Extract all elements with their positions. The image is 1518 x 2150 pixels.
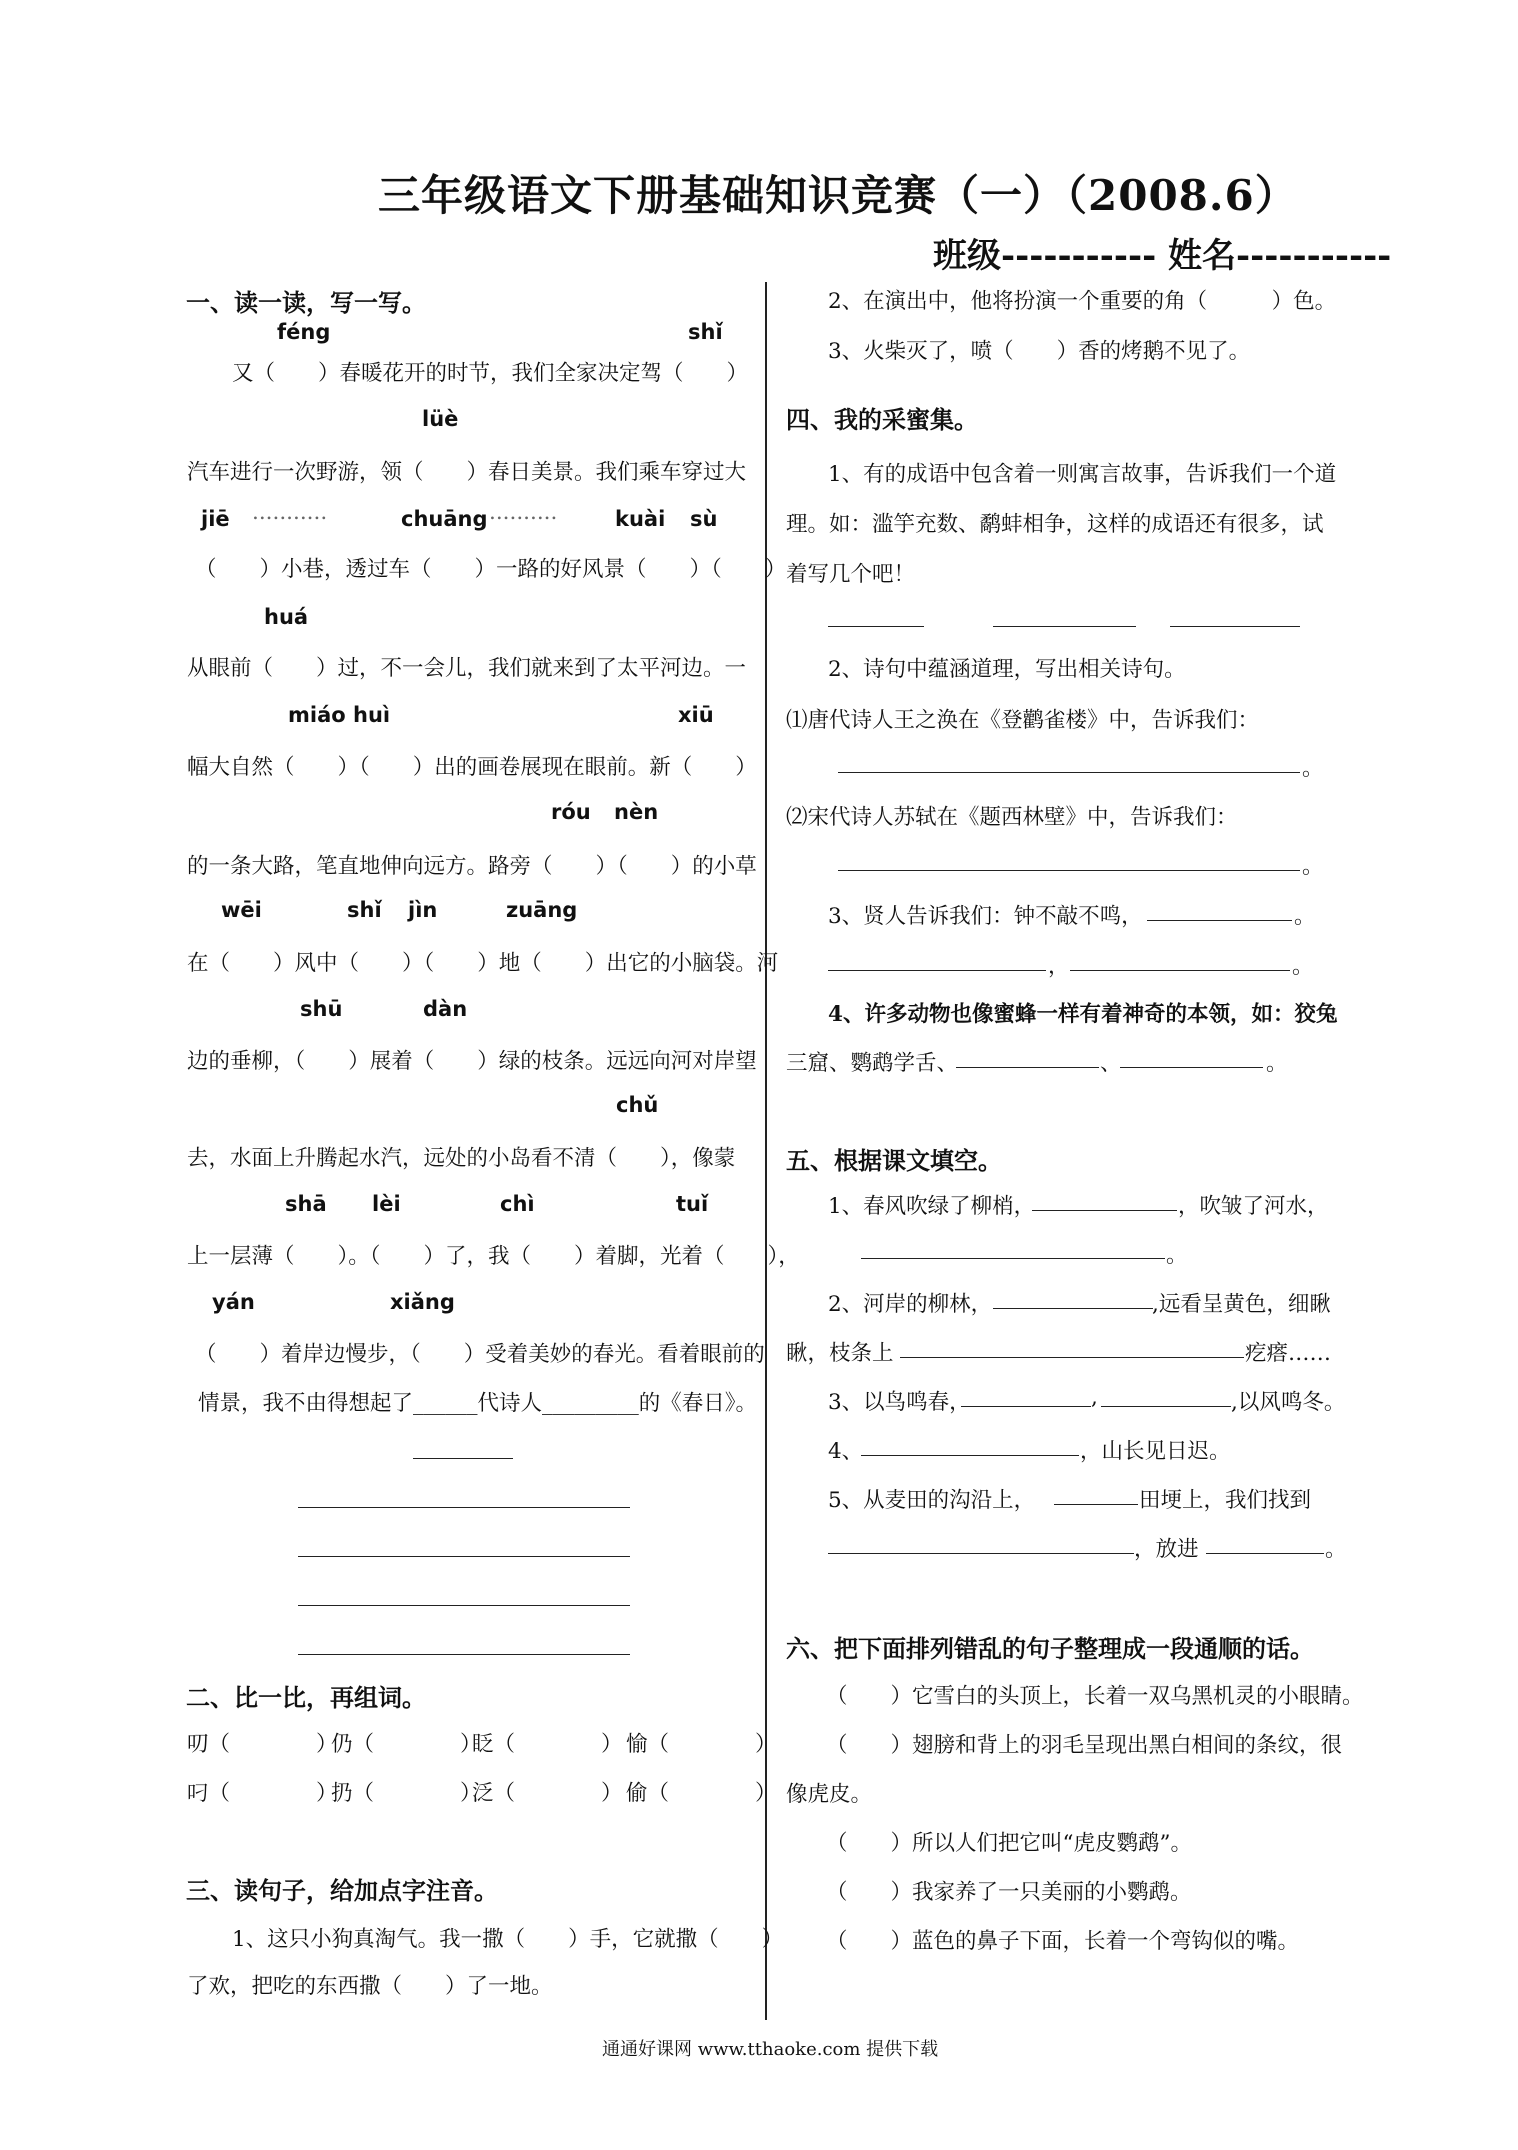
word-pair: 泛（ ） (472, 1781, 623, 1806)
punct: 。 (1325, 1537, 1347, 1562)
section2-heading: 二、比一比，再组词。 (186, 1683, 426, 1712)
pinyin: zuāng (506, 898, 578, 922)
text-line: 4、许多动物也像蜜蜂一样有着神奇的本领，如：狡兔 (828, 1002, 1338, 1027)
text-line: 1、春风吹绿了柳梢， (828, 1194, 1036, 1219)
pinyin: wēi (221, 898, 262, 922)
text-line: 瞅，枝条上 (786, 1341, 894, 1366)
text-line: 的一条大路，笔直地伸向远方。路旁（ ）（ ）的小草 (187, 854, 757, 879)
pinyin: chǔ (616, 1093, 659, 1117)
answer-line[interactable] (298, 1605, 630, 1606)
section1-heading: 一、读一读，写一写。 (186, 288, 426, 317)
text-line: 像虎皮。 (786, 1782, 873, 1807)
answer-line[interactable] (1120, 1067, 1263, 1068)
text-line: 1、有的成语中包含着一则寓言故事，告诉我们一个道 (828, 462, 1337, 487)
word-pair: 眨（ ） (472, 1732, 623, 1757)
answer-line[interactable] (1032, 1210, 1177, 1211)
column-divider (765, 282, 767, 2020)
footer: 通通好课网 www.tthaoke.com 提供下载 (602, 2039, 939, 2060)
text-line: 三窟、鹦鹉学舌、 (786, 1051, 959, 1076)
word-pair: 叨（ ） (187, 1732, 338, 1757)
answer-line[interactable] (298, 1507, 630, 1508)
dots: ........... (252, 500, 328, 525)
text-line: 疙瘩…… (1245, 1341, 1332, 1366)
text-line: 幅大自然（ ）（ ）出的画卷展现在眼前。新（ ） (187, 755, 757, 780)
section5-heading: 五、根据课文填空。 (786, 1146, 1002, 1175)
text-line: （ ）蓝色的鼻子下面，长着一个弯钩似的嘴。 (826, 1929, 1300, 1954)
text-line: 汽车进行一次野游，领（ ）春日美景。我们乘车穿过大 (187, 460, 747, 485)
text-line: 着写几个吧！ (786, 562, 916, 587)
text-line: ,以风鸣冬。 (1231, 1390, 1346, 1415)
answer-line[interactable] (838, 870, 1300, 871)
pinyin: nèn (614, 800, 659, 824)
pinyin: kuài (615, 507, 666, 531)
answer-line[interactable] (1206, 1553, 1324, 1554)
answer-line[interactable] (1147, 920, 1292, 921)
text-line: ⑵宋代诗人苏轼在《题西林壁》中，告诉我们： (786, 805, 1238, 830)
text-line: ,远看呈黄色，细瞅 (1152, 1292, 1331, 1317)
punct: 。 (1302, 854, 1324, 879)
pinyin: lèi (372, 1192, 401, 1216)
class-name-line: 班级----------- 姓名----------- (933, 236, 1392, 276)
pinyin: féng (277, 320, 331, 344)
section6-heading: 六、把下面排列错乱的句子整理成一段通顺的话。 (786, 1634, 1314, 1663)
word-pair: 偷（ ） (626, 1781, 777, 1806)
answer-line[interactable] (838, 772, 1300, 773)
text-line: 又（ ）春暖花开的时节，我们全家决定驾（ ） (232, 361, 749, 386)
punct: 。 (1266, 1051, 1288, 1076)
word-pair: 仍（ ） (331, 1732, 482, 1757)
answer-line[interactable] (993, 1308, 1153, 1309)
text-line: 上一层薄（ ）。（ ）了，我（ ）着脚，光着（ ）， (187, 1244, 800, 1269)
text-line: 3、贤人告诉我们：钟不敲不鸣， (828, 904, 1143, 929)
text-line: 田埂上，我们找到 (1139, 1488, 1312, 1513)
text-line: （ ）小巷，透过车（ ）一路的好风景（ ）（ ） (195, 557, 787, 582)
answer-line[interactable] (956, 1067, 1099, 1068)
pinyin: shā (285, 1192, 327, 1216)
text-line: 1、这只小狗真淘气。我一撒（ ）手，它就撒（ ） (232, 1927, 784, 1952)
pinyin: chuāng (401, 507, 488, 531)
text-line: 4、 (828, 1439, 864, 1464)
answer-line[interactable] (961, 1406, 1091, 1407)
word-pair: 扔（ ） (331, 1781, 482, 1806)
text-line: 5、从麦田的沟沿上， (828, 1488, 1036, 1513)
punct: 、 (1100, 1051, 1122, 1076)
text-line: 2、诗句中蕴涵道理，写出相关诗句。 (828, 657, 1186, 682)
page-title: 三年级语文下册基础知识竞赛（一）（2008.6） (378, 171, 1298, 220)
text-line: 2、河岸的柳林， (828, 1292, 993, 1317)
answer-line[interactable] (828, 1553, 1134, 1554)
text-line: （ ）所以人们把它叫“虎皮鹦鹉”。 (826, 1831, 1192, 1856)
answer-line[interactable] (1170, 626, 1300, 627)
text-line: 3、火柴灭了，喷（ ）香的烤鹅不见了。 (828, 339, 1251, 364)
punct: ， (1048, 954, 1070, 979)
text-line: 2、在演出中，他将扮演一个重要的角（ ）色。 (828, 289, 1337, 314)
text-line: 从眼前（ ）过，不一会儿，我们就来到了太平河边。一 (187, 656, 747, 681)
answer-line[interactable] (900, 1357, 1244, 1358)
text-line: 去，水面上升腾起水汽，远处的小岛看不清（ ），像蒙 (187, 1146, 736, 1171)
dots: .......... (489, 500, 558, 525)
section3-heading: 三、读句子，给加点字注音。 (186, 1876, 498, 1905)
section4-heading: 四、我的采蜜集。 (786, 405, 978, 434)
text-line: ，山长见日迟。 (1080, 1439, 1231, 1464)
answer-line[interactable] (1054, 1504, 1138, 1505)
answer-line[interactable] (861, 1258, 1165, 1259)
pinyin: tuǐ (676, 1192, 709, 1216)
pinyin: jìn (408, 898, 438, 922)
text-line: （ ）着岸边慢步，（ ）受着美妙的春光。看着眼前的 (195, 1342, 765, 1367)
answer-line[interactable] (993, 626, 1136, 627)
pinyin: chì (500, 1192, 535, 1216)
punct: , (1091, 1385, 1098, 1410)
answer-line[interactable] (828, 626, 924, 627)
text-line: ⑴唐代诗人王之涣在《登鹳雀楼》中，告诉我们： (786, 708, 1260, 733)
answer-line[interactable] (413, 1458, 513, 1459)
text-line: （ ）它雪白的头顶上，长着一双乌黑机灵的小眼睛。 (826, 1684, 1364, 1709)
pinyin: shǐ (347, 898, 382, 922)
text-line: （ ）翅膀和背上的羽毛呈现出黑白相间的条纹，很 (826, 1733, 1343, 1758)
text-line: 理。如：滥竽充数、鹬蚌相争，这样的成语还有很多，试 (786, 512, 1324, 537)
answer-line[interactable] (298, 1654, 630, 1655)
text-line: 了欢，把吃的东西撒（ ）了一地。 (187, 1974, 553, 1999)
pinyin: huá (264, 605, 309, 629)
punct: 。 (1294, 904, 1316, 929)
answer-line[interactable] (1070, 970, 1290, 971)
pinyin: xiǎng (390, 1290, 455, 1314)
pinyin: róu (551, 800, 591, 824)
pinyin: jiē (201, 507, 230, 531)
text-line: ，吹皱了河水， (1178, 1194, 1329, 1219)
pinyin: miáo huì (288, 703, 391, 727)
text-line: 在（ ）风中（ ）（ ）地（ ）出它的小脑袋。河 (187, 951, 779, 976)
answer-line[interactable] (828, 970, 1046, 971)
text-line: 3、以鸟鸣春， (828, 1390, 971, 1415)
pinyin: lüè (422, 407, 459, 431)
text-line: 情景，我不由得想起了______代诗人_________的《春日》。 (198, 1391, 758, 1416)
punct: 。 (1302, 756, 1324, 781)
word-pair: 愉（ ） (626, 1732, 777, 1757)
pinyin: shū (300, 997, 343, 1021)
text-line: 边的垂柳，（ ）展着（ ）绿的枝条。远远向河对岸望 (187, 1049, 757, 1074)
punct: 。 (1166, 1243, 1188, 1268)
answer-line[interactable] (861, 1455, 1079, 1456)
word-pair: 叼（ ） (187, 1781, 338, 1806)
pinyin: xiū (678, 703, 714, 727)
answer-line[interactable] (1101, 1406, 1231, 1407)
punct: 。 (1292, 954, 1314, 979)
text-line: ，放进 (1134, 1537, 1199, 1562)
pinyin: sù (690, 507, 718, 531)
answer-line[interactable] (298, 1556, 630, 1557)
pinyin: yán (212, 1290, 255, 1314)
pinyin: dàn (423, 997, 468, 1021)
text-line: （ ）我家养了一只美丽的小鹦鹉。 (826, 1880, 1192, 1905)
pinyin: shǐ (688, 320, 723, 344)
